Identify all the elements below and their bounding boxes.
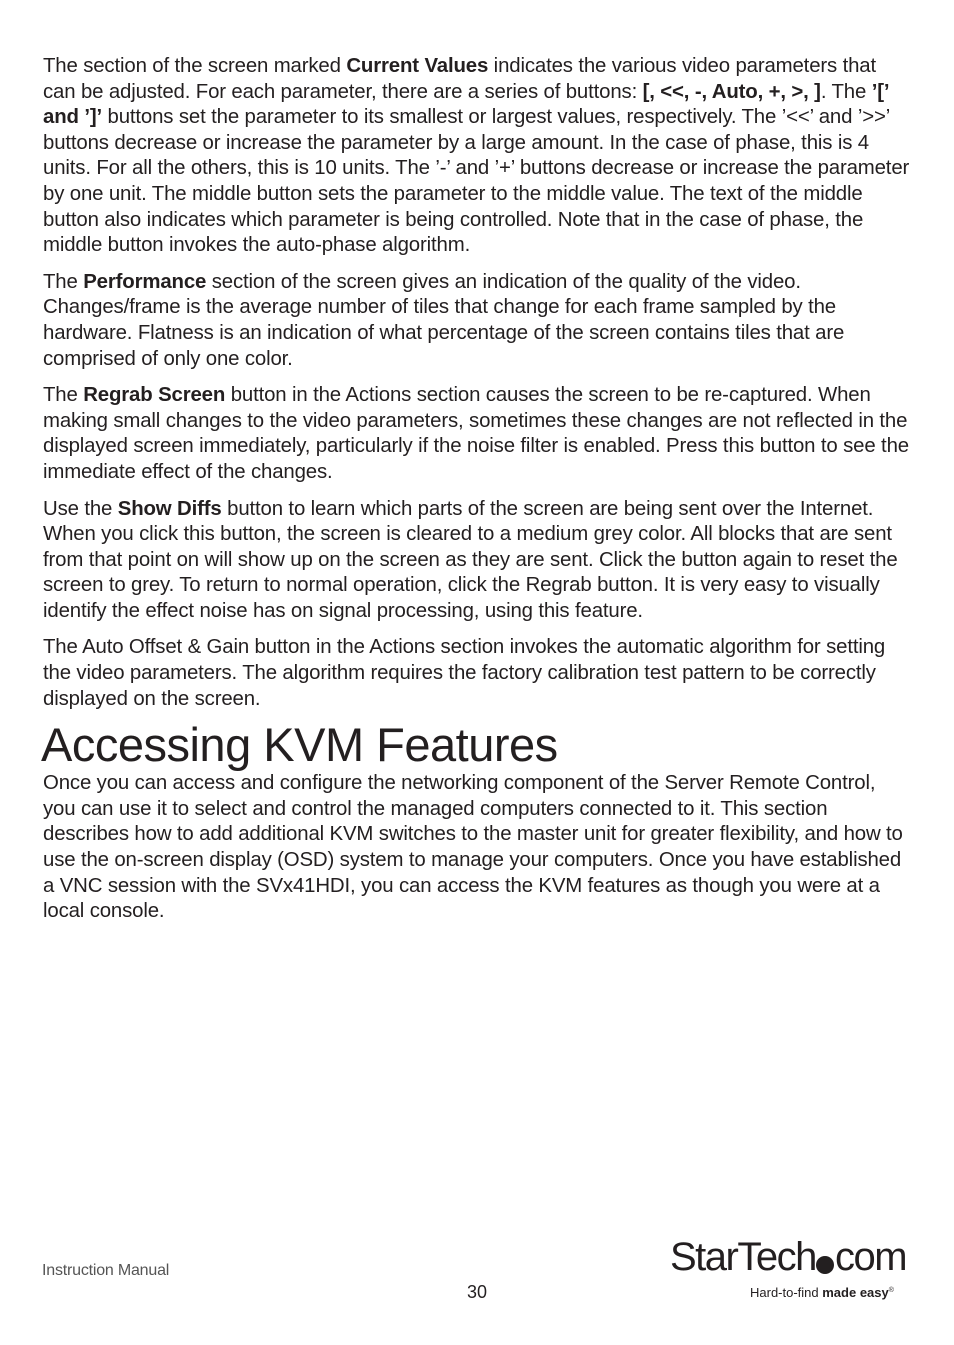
section-heading: Accessing KVM Features [41,718,558,772]
bold-term: Show Diffs [117,497,222,520]
paragraphs-bottom [43,771,911,925]
bold-term: Regrab Screen [83,384,226,407]
text-run: Once you can access and configure the networking component of the Server Remote Control, you can use it to select and control the managed computers connected to it. This section describes how to add additional KVM switches to the master unit for greater flexibility, and how to use the on-screen display (OSD) system to manage your computers. Once you have established a VNC session with the SVx41HDI, you can access the KVM features as though you were at a local console. [43,772,903,923]
logo-tagline: Hard-to-find made easy® [750,1285,894,1300]
logo-brand-b: com [835,1235,907,1279]
text-run: The [43,384,84,407]
bold-term: ’[’ and ’]’ [43,80,889,129]
text-run: buttons set the parameter to its smallest or largest values, respectively. The ’<<’ and ’>>’ buttons decrease or increase the parameter by a large amount. In the case of phase, this is 4 units. For all the others, this is 10 units. The ’-’ and ’+’ buttons decrease or increase the parameter by one unit. The middle button sets the parameter to the middle value. The text of the middle button also indicates which parameter is being controlled. Note that in the case of phase, the middle button invokes the auto-phase algorithm. [43,106,910,257]
text-run: . The [820,80,872,103]
bold-term: Performance [83,270,207,293]
bold-term: Current Values [346,55,489,77]
text-run: The section of the screen marked [43,55,347,77]
text-run: The [43,270,84,293]
paragraph [43,635,911,712]
paragraph [43,54,911,259]
page-number: 30 [466,1282,488,1302]
text-run: section of the screen gives an indication of the quality of the video. Changes/frame is the average number of tiles that change for each frame sampled by the hardware. Flatness is an indication of what percentage of the screen contains tiles that are comprised of only one color. [43,270,845,370]
text-run: indicates the various video parameters that can be adjusted. For each parameter, there are a series of buttons: [43,55,877,103]
paragraph [43,771,911,925]
text-run: button to learn which parts of the screen are being sent over the Internet. When you click this button, the screen is cleared to a medium grey color. All blocks that are sent from that point on will show up on the screen as they are sent. Click the button again to reset the screen to grey. To return to normal operation, click the Regrab button. It is very easy to visually identify the effect noise has on signal processing, using this feature. [43,497,898,622]
paragraph [43,270,911,372]
footer-manual-label: Instruction Manual [42,1262,170,1279]
logo-graphic [670,1230,910,1310]
text-run: Use the [43,497,118,520]
text-run: button in the Actions section causes the screen to be re-captured. When making small changes to the video parameters, sometimes these changes are not reflected in the displayed screen immediately, particularly if the noise filter is enabled. Press this button to see the immediate effect of the changes. [43,384,909,483]
paragraph [43,497,911,625]
logo-dot-icon [816,1256,834,1274]
paragraphs-top [43,54,911,712]
document-body [43,54,911,936]
bold-term: [, <<, -, Auto, +, >, ] [642,80,821,103]
text-run: The Auto Offset & Gain button in the Actions section invokes the automatic algorithm for setting the video parameters. The algorithm requires the factory calibration test pattern to be correctly displayed on the screen. [43,636,886,710]
startech-logo [670,1230,910,1310]
paragraph [43,383,911,485]
logo-brand-a: StarTech [670,1235,816,1279]
